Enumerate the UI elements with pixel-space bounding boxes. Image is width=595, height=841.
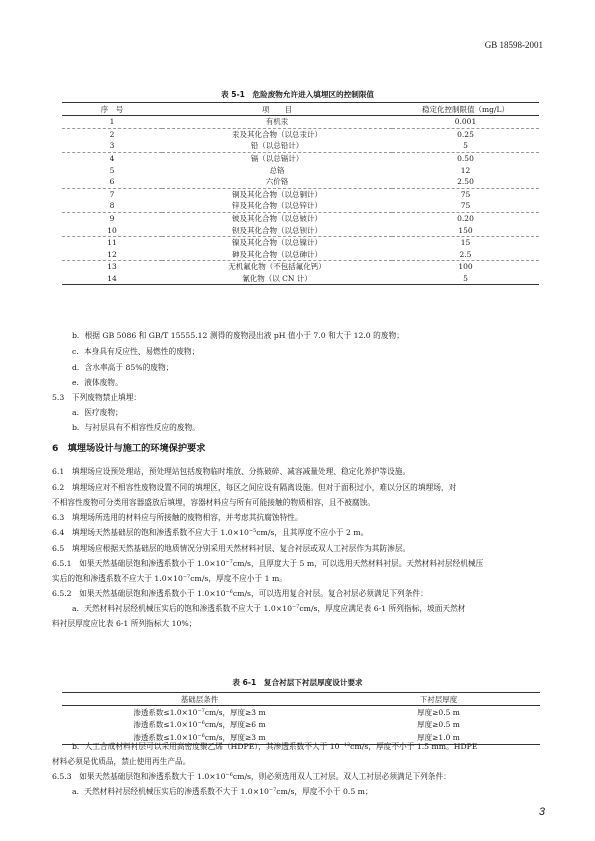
col-header-limit: 稳定化控制限值（mg/L）	[392, 103, 539, 116]
cell-item: 钡及其化合物（以总钡计）	[162, 224, 392, 236]
cell-condition-exponent: −7	[197, 707, 205, 714]
page-number: 3	[538, 806, 545, 818]
cell-limit: 2.5	[392, 249, 539, 261]
table-row	[62, 273, 539, 285]
clause-6-4-text-b: cm/s，且其厚度不应小于 2 m。	[256, 528, 369, 537]
clause-5-3-a: a．医疗废物；	[72, 408, 123, 417]
clause-6-5-2-a-text-a: a．天然材料衬层经机械压实后的饱和渗透系数不应大于 1.0×10	[72, 604, 292, 613]
cell-limit: 0.50	[457, 154, 474, 164]
table-row	[62, 116, 539, 129]
table-6-1	[62, 692, 540, 745]
list-5-2-e: e．液体废物。	[72, 378, 123, 387]
cell-no: 12	[62, 249, 162, 261]
cell-no: 13	[107, 262, 117, 272]
clause-6-5-3-exponent: −6	[225, 772, 233, 778]
after-table-b-line1	[72, 741, 477, 753]
cell-limit: 0.20	[457, 214, 474, 224]
clause-6-5-2-a-line1	[72, 603, 465, 615]
table-row	[62, 249, 539, 261]
table-row	[62, 212, 539, 224]
table-row	[62, 188, 539, 200]
table-row	[62, 140, 539, 152]
cell-item: 总铬	[269, 165, 285, 175]
clause-6-5-1-text-a: 6.5.1 如果天然基础层饱和渗透系数小于 1.0×10	[52, 559, 226, 568]
clause-6-5-2	[52, 588, 428, 600]
after-table-b-exponent: −12	[339, 742, 351, 748]
cell-limit: 75	[460, 189, 471, 199]
clause-6-4-text-a: 6.4 填埋场天然基础层的饱和渗透系数不应大于 1.0×10	[52, 528, 249, 537]
table-5-1	[62, 102, 539, 285]
col-header-no: 序 号	[62, 103, 162, 116]
cell-limit: 5	[392, 140, 539, 152]
table-6-1-body	[62, 706, 540, 745]
cell-item: 氰化物（以 CN 计）	[162, 273, 392, 285]
cell-condition-text-a: 渗透系数≤1.0×10	[133, 732, 198, 742]
clause-6-5-1-exponent-2: −7	[182, 574, 191, 580]
clause-6-4-exponent: −5	[248, 528, 257, 534]
cell-thickness: 厚度≥0.5 m	[417, 707, 460, 717]
cell-item: 镍及其化合物（以总镍计）	[232, 238, 322, 248]
clause-6-5-3-text-a: 6.5.3 如果天然基础层饱和渗透系数大于 1.0×10	[52, 772, 226, 781]
table-row	[62, 224, 539, 236]
clause-5-3: 5.3 下列废物禁止填埋：	[52, 393, 142, 402]
cell-condition	[62, 706, 337, 719]
cell-limit: 0.25	[457, 129, 474, 139]
cell-condition-text-a: 渗透系数≤1.0×10	[133, 707, 198, 717]
table-5-1-body	[62, 116, 539, 285]
cell-item: 铜及其化合物（以总铜计）	[232, 189, 322, 199]
cell-no: 3	[62, 140, 162, 152]
cell-item: 有机汞	[162, 116, 392, 129]
cell-item: 无机氟化物（不包括氟化钙）	[228, 262, 326, 272]
clause-6-5-1-exponent-1: −7	[225, 559, 233, 565]
after-table-b-text-b: cm/s，厚度不小于 1.5 mm。HDPE	[350, 742, 478, 751]
cell-condition-text-b: cm/s，厚度≥3 m	[204, 732, 266, 742]
clause-6-5-1-text-b: cm/s，且厚度大于 5 m，可以选用天然材料衬层。天然材料衬层经机械压	[232, 559, 484, 568]
standard-code: GB 18598-2001	[484, 40, 543, 50]
clause-6-5-2-a-text-b: cm/s，厚度应满足表 6-1 所列指标，坡面天然材	[299, 604, 466, 613]
cell-thickness: 厚度≥1.0 m	[337, 731, 540, 744]
cell-no: 10	[62, 224, 162, 236]
clause-6-5-1-line1	[52, 558, 483, 570]
list-5-2-d: d．含水率高于 85%的废物；	[72, 363, 174, 372]
cell-condition-text-b: cm/s，厚度≥6 m	[204, 720, 266, 730]
cell-limit: 75	[392, 200, 539, 212]
table-row	[62, 128, 539, 140]
clause-6-2-line2: 不相容性废物可分类用容器盛放后填埋，容器材料应与所有可能接触的物质相容，且不被腐蚀。	[52, 498, 375, 507]
cell-item: 砷及其化合物（以总砷计）	[162, 249, 392, 261]
clause-6-5-2-text-a: 6.5.2 如果天然基础层饱和渗透系数小于 1.0×10	[52, 589, 226, 598]
clause-6-5-3-a-text-a: a．天然材料衬层经机械压实后的渗透系数不大于 1.0×10	[72, 787, 269, 796]
after-table-b-text-a: b．人工合成材料衬层可以采用高密度聚乙烯（HDPE），其渗透系数不大于 10	[72, 742, 340, 751]
col-header-thickness: 下衬层厚度	[337, 693, 540, 706]
cell-item: 锌及其化合物（以总锌计）	[162, 200, 392, 212]
after-table-b-line2: 材料必须是优质品，禁止使用再生产品。	[52, 757, 191, 766]
cell-condition-exponent: −6	[197, 720, 205, 727]
cell-condition	[62, 719, 337, 732]
list-5-2-c: c．本身具有反应性、易燃性的废物；	[72, 347, 200, 356]
cell-no: 5	[109, 165, 115, 175]
table-6-1-caption: 表 6-1 复合衬层下衬层厚度设计要求	[232, 678, 363, 687]
clause-6-5-2-a-exponent: −7	[291, 604, 300, 610]
cell-limit: 2.50	[392, 176, 539, 188]
table-row	[62, 164, 539, 176]
clause-5-3-b: b．与衬层具有不相容性反应的废物。	[72, 423, 200, 432]
clause-6-3: 6.3 填埋场所选用的材料应与所接触的废物相容，并考虑其抗腐蚀特性。	[52, 513, 303, 522]
cell-condition-text-b: cm/s，厚度≥3 m	[204, 707, 266, 717]
col-header-condition: 基础层条件	[62, 693, 337, 706]
clause-6-5-2-a-line2: 料衬层厚度应比表 6-1 所列指标大 10%；	[52, 619, 197, 628]
col-header-item: 项 目	[162, 103, 392, 116]
cell-no: 8	[62, 200, 162, 212]
table-5-1-caption: 表 5-1 危险废物允许进入填埋区的控制限值	[220, 90, 375, 99]
table-row	[62, 152, 539, 164]
clause-6-4	[52, 527, 368, 539]
table-row	[62, 176, 539, 188]
cell-item: 六价铬	[162, 176, 392, 188]
section-6-heading: 6 填埋场设计与施工的环境保护要求	[52, 443, 206, 454]
clause-6-5: 6.5 填埋场应根据天然基础层的地质情况分别采用天然材料衬层、复合衬层或双人工衬层作为其防渗层。	[52, 544, 411, 553]
clause-6-5-1-line2	[52, 573, 287, 585]
cell-limit: 12	[460, 165, 471, 175]
cell-item: 铍及其化合物（以总铍计）	[232, 214, 322, 224]
cell-limit: 15	[460, 238, 471, 248]
clause-6-1: 6.1 填埋场应设预处理站，预处理站包括废物临时堆放、分拣破碎、减容减量处理、稳定化养护等设施。	[52, 467, 411, 476]
clause-6-5-3-a-exponent: −7	[268, 787, 277, 793]
cell-limit: 150	[392, 224, 539, 236]
cell-condition-text-a: 渗透系数≤1.0×10	[133, 720, 198, 730]
table-row	[62, 200, 539, 212]
table-row	[62, 719, 540, 732]
clause-6-5-1-text-d: cm/s，厚度不应小于 1 m。	[190, 574, 287, 583]
cell-item: 镉（以总镉计）	[250, 154, 304, 164]
clause-6-5-1-text-c: 实后的饱和渗透系数不应大于 1.0×10	[52, 574, 183, 583]
cell-item: 汞及其化合物（以总汞计）	[232, 129, 322, 139]
cell-no: 4	[109, 154, 115, 164]
table-row	[62, 236, 539, 248]
clause-6-5-3	[52, 771, 451, 783]
cell-item: 铅（以总铅计）	[162, 140, 392, 152]
cell-no: 2	[109, 129, 115, 139]
cell-no: 14	[62, 273, 162, 285]
cell-no: 7	[109, 189, 115, 199]
clause-6-5-3-a	[72, 786, 373, 798]
clause-6-5-2-exponent: −6	[225, 589, 233, 595]
cell-no: 9	[109, 214, 115, 224]
cell-limit: 5	[392, 273, 539, 285]
clause-6-5-2-text-b: cm/s，可以选用复合衬层。复合衬层必须满足下列条件：	[232, 589, 428, 598]
cell-limit: 100	[458, 262, 473, 272]
clause-6-5-3-a-text-b: cm/s，厚度不小于 0.5 m；	[276, 787, 373, 796]
table-row	[62, 706, 540, 719]
cell-thickness: 厚度≥0.5 m	[417, 720, 460, 730]
cell-limit: 0.001	[392, 116, 539, 129]
table-row	[62, 261, 539, 273]
cell-no: 1	[62, 116, 162, 129]
clause-6-2-line1: 6.2 填埋场应对不相容性废物设置不同的填埋区，每区之间应设有隔离设施。但对于面积过小，难以分区的填埋场，对	[52, 483, 457, 492]
list-5-2-b: b．根据 GB 5086 和 GB/T 15555.12 测得的废物浸出液 pH 值小于 7.0 和大于 12.0 的废物；	[72, 331, 404, 340]
cell-condition-exponent: −6	[197, 732, 205, 739]
clause-6-5-3-text-b: cm/s，则必须选用双人工衬层。双人工衬层必须满足下列条件：	[232, 772, 451, 781]
cell-no: 11	[107, 238, 117, 248]
cell-no: 6	[62, 176, 162, 188]
